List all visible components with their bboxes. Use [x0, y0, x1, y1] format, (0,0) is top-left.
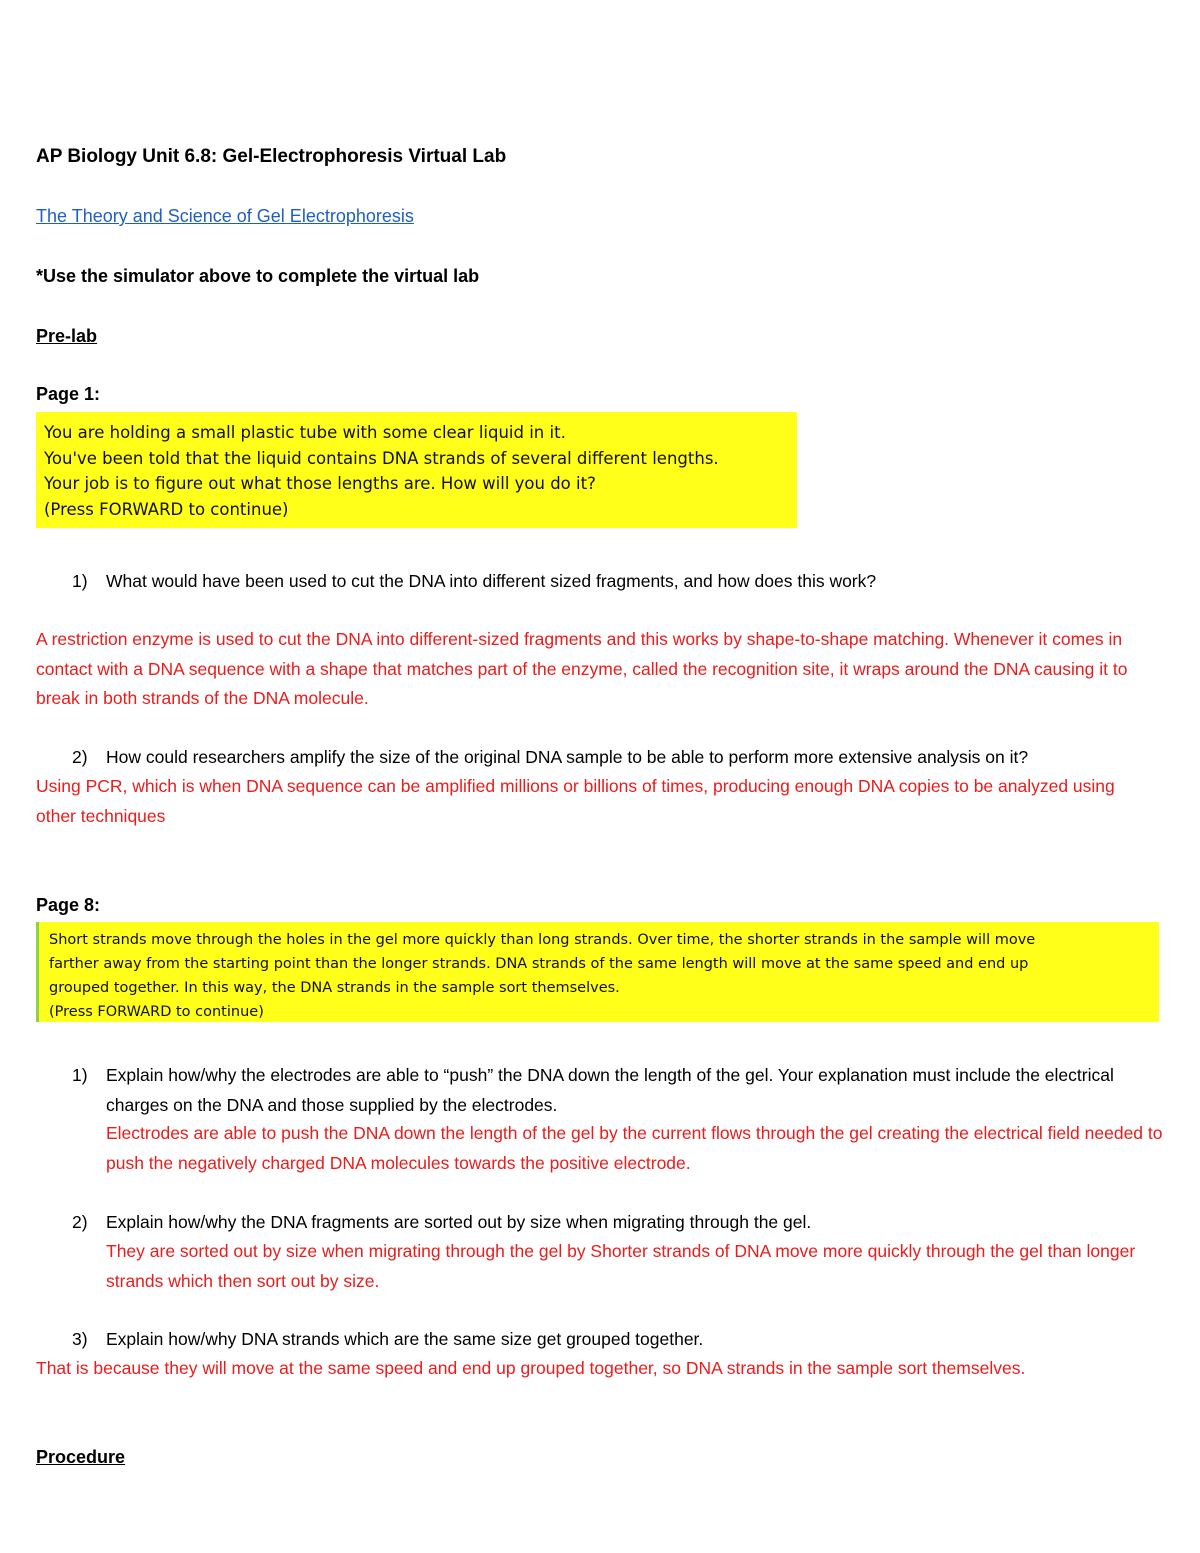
- excerpt-line: Short strands move through the holes in the gel more quickly than long strands. Over time, the shorter strands in the sample will move: [49, 932, 1036, 948]
- page1-simulator-excerpt: [36, 412, 797, 528]
- page1-answer-2: Using PCR, which is when DNA sequence can be amplified millions or billions of times, producing enough DNA copies to be analyzed using other techniques: [36, 776, 1115, 826]
- question-number: 1): [72, 1065, 88, 1085]
- page8-answer-1: Electrodes are able to push the DNA down the length of the gel by the current flows through the gel creating the electrical field needed to push the negatively charged DNA molecules towards the positive electrode.: [106, 1123, 1163, 1173]
- page1-heading: Page 1:: [36, 384, 101, 404]
- question-number: 1): [72, 571, 88, 591]
- excerpt-line: grouped together. In this way, the DNA strands in the sample sort themselves.: [49, 980, 620, 996]
- page1-question-2: How could researchers amplify the size of the original DNA sample to be able to perform more extensive analysis on it?: [106, 747, 1029, 767]
- excerpt-line: Your job is to figure out what those lengths are. How will you do it?: [44, 474, 596, 493]
- page8-heading: Page 8:: [36, 895, 101, 915]
- page1-question-1: What would have been used to cut the DNA into different sized fragments, and how does this work?: [106, 571, 877, 591]
- excerpt-line: You are holding a small plastic tube with some clear liquid in it.: [44, 423, 566, 442]
- excerpt-line: (Press FORWARD to continue): [44, 499, 289, 519]
- page8-answer-3: That is because they will move at the same speed and end up grouped together, so DNA strands in the sample sort themselves.: [36, 1358, 1026, 1378]
- page8-question-2: Explain how/why the DNA fragments are sorted out by size when migrating through the gel.: [106, 1212, 812, 1232]
- page8-answer-2: They are sorted out by size when migrating through the gel by Shorter strands of DNA move more quickly through the gel than longer strands which then sort out by size.: [106, 1241, 1136, 1291]
- theory-link[interactable]: The Theory and Science of Gel Electrophoresis: [36, 206, 414, 226]
- page8-question-1: Explain how/why the electrodes are able to “push” the DNA down the length of the gel. Your explanation must include the electrical charges on the DNA and those supplied by the electrodes.: [106, 1065, 1114, 1115]
- page1-answer-1: A restriction enzyme is used to cut the DNA into different-sized fragments and this works by shape-to-shape matching. Whenever it comes in contact with a DNA sequence with a shape that matches part of the enzyme, called the recognition site, it wraps around the DNA causing it to break in both strands of the DNA molecule.: [36, 629, 1128, 708]
- question-number: 3): [72, 1329, 88, 1349]
- excerpt-line: (Press FORWARD to continue): [49, 1004, 264, 1020]
- page8-simulator-excerpt: [36, 922, 1159, 1022]
- instruction-text: *Use the simulator above to complete the virtual lab: [36, 266, 480, 286]
- page8-question-3: Explain how/why DNA strands which are the same size get grouped together.: [106, 1329, 704, 1349]
- page-title: AP Biology Unit 6.8: Gel-Electrophoresis Virtual Lab: [36, 146, 507, 167]
- excerpt-line: farther away from the starting point than the longer strands. DNA strands of the same length will move at the same speed and end up: [49, 956, 1029, 972]
- question-number: 2): [72, 747, 88, 767]
- question-number: 2): [72, 1212, 88, 1232]
- excerpt-line: You've been told that the liquid contains DNA strands of several different lengths.: [44, 448, 719, 468]
- procedure-heading: Procedure: [36, 1447, 126, 1467]
- prelab-heading: Pre-lab: [36, 326, 98, 346]
